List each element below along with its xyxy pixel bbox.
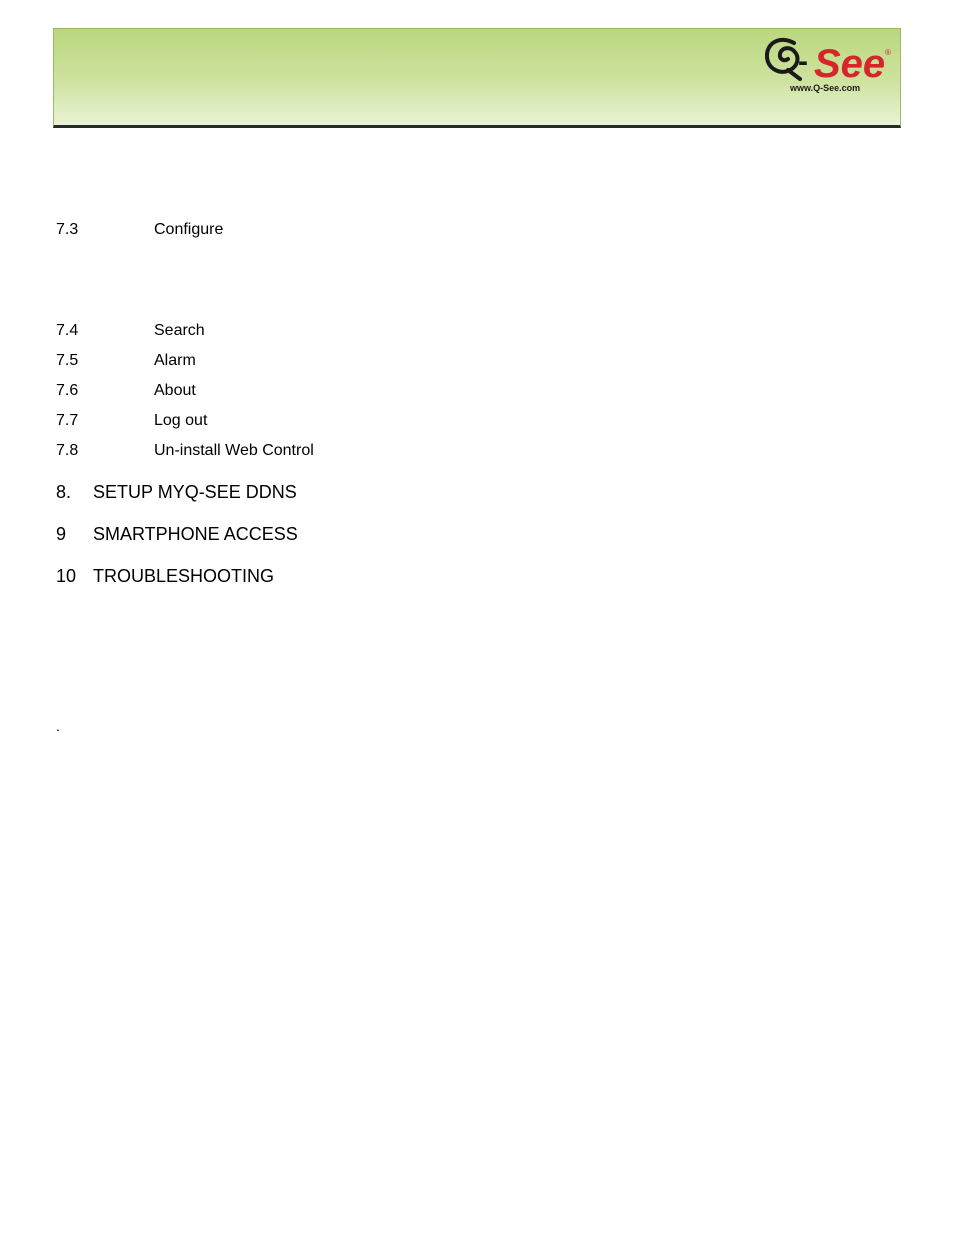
toc-number: 7.3 [56, 221, 79, 238]
svg-text:-: - [798, 45, 808, 78]
toc-number: 9 [56, 524, 67, 544]
q-see-logo [760, 33, 896, 95]
toc-label: Alarm [154, 352, 196, 369]
toc-number: 8. [56, 482, 72, 502]
toc-label: Search [154, 322, 205, 339]
toc-label: SMARTPHONE ACCESS [93, 524, 298, 544]
toc-number: 7.4 [56, 322, 79, 339]
toc-label: Log out [154, 412, 208, 429]
toc-label: TROUBLESHOOTING [93, 566, 275, 586]
toc-label: Un-install Web Control [154, 442, 314, 459]
svg-text:®: ® [885, 48, 891, 57]
toc-number: 7.8 [56, 442, 79, 459]
stray-period: . [56, 718, 60, 734]
toc-number: 7.6 [56, 382, 79, 399]
page-header-banner [53, 28, 901, 128]
toc-label: Configure [154, 221, 224, 238]
toc-label: SETUP MYQ-SEE DDNS [93, 482, 297, 502]
toc-number: 7.5 [56, 352, 79, 369]
toc-label: About [154, 382, 196, 399]
toc-number: 7.7 [56, 412, 79, 429]
toc-number: 10 [56, 566, 77, 586]
svg-text:www.Q-See.com: www.Q-See.com [790, 83, 861, 93]
svg-text:See: See [814, 42, 886, 86]
